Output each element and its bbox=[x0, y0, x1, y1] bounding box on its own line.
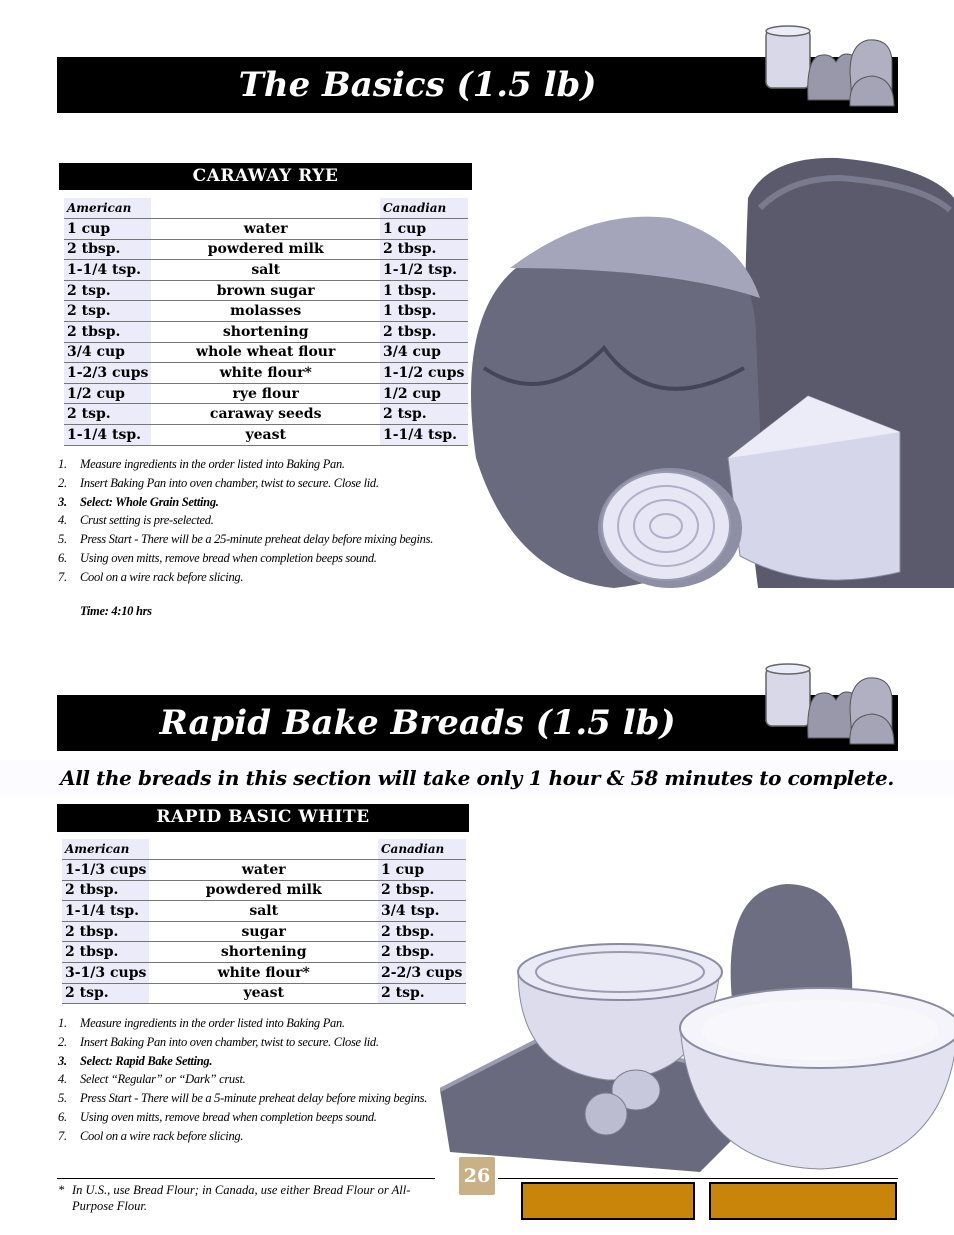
footnote-mark: * bbox=[58, 1183, 65, 1197]
column-header-american: American bbox=[64, 198, 151, 219]
recipe-title: RAPID BASIC WHITE bbox=[57, 804, 469, 832]
footnote-text: In U.S., use Bread Flour; in Canada, use either Bread Flour or All-Purpose Flour. bbox=[72, 1183, 411, 1213]
list-item: 5. Press Start - There will be a 25-minute preheat delay before mixing begins. bbox=[58, 532, 434, 547]
table-row: 3/4 cup whole wheat flour 3/4 cup bbox=[64, 342, 468, 363]
table-row: 2 tbsp. shortening 2 tbsp. bbox=[64, 322, 468, 343]
footer-rule bbox=[57, 1178, 435, 1179]
section-note: All the breads in this section will take only 1 hour & 58 minutes to complete. bbox=[0, 760, 954, 796]
instruction-list bbox=[58, 1014, 458, 1146]
table-row: 2 tbsp. sugar 2 tbsp. bbox=[62, 921, 466, 942]
list-item: 7. Cool on a wire rack before slicing. bbox=[58, 569, 244, 584]
column-header-american: American bbox=[62, 839, 149, 860]
list-item: 5. Press Start - There will be a 5-minute preheat delay before mixing begins. bbox=[58, 1091, 428, 1106]
table-row: 2 tsp. yeast 2 tsp. bbox=[62, 983, 466, 1004]
table-row: 2 tbsp. powdered milk 2 tbsp. bbox=[62, 880, 466, 901]
table-row: 1-1/4 tsp. yeast 1-1/4 tsp. bbox=[64, 425, 468, 446]
list-item: 6. Using oven mitts, remove bread when completion beeps sound. bbox=[58, 1109, 377, 1124]
section-title: Rapid Bake Breads (1.5 lb) bbox=[159, 703, 676, 743]
ingredient-table bbox=[62, 839, 466, 1004]
list-item: 1. Measure ingredients in the order listed into Baking Pan. bbox=[58, 1016, 345, 1030]
list-item: 2. Insert Baking Pan into oven chamber, twist to secure. Close lid. bbox=[58, 1034, 379, 1049]
rapid-white-photo bbox=[440, 880, 954, 1175]
column-header-canadian: Canadian bbox=[380, 198, 468, 219]
table-row: 1-1/3 cups water 1 cup bbox=[62, 860, 466, 881]
footer-rule bbox=[498, 1178, 898, 1179]
table-row: 1 cup water 1 cup bbox=[64, 219, 468, 240]
table-row: 2 tbsp. shortening 2 tbsp. bbox=[62, 942, 466, 963]
bread-pan-icon bbox=[758, 22, 898, 112]
list-item: 7. Cool on a wire rack before slicing. bbox=[58, 1128, 244, 1143]
table-row: 3-1/3 cups white flour* 2-2/3 cups bbox=[62, 963, 466, 984]
list-item: 2. Insert Baking Pan into oven chamber, twist to secure. Close lid. bbox=[58, 475, 379, 490]
recipe-title: CARAWAY RYE bbox=[59, 163, 472, 190]
list-item: 1. Measure ingredients in the order listed into Baking Pan. bbox=[58, 457, 345, 471]
table-row: 2 tsp. molasses 1 tbsp. bbox=[64, 301, 468, 322]
list-item: 4. Crust setting is pre-selected. bbox=[58, 513, 214, 528]
nav-tab[interactable] bbox=[709, 1182, 897, 1220]
instruction-list bbox=[58, 455, 458, 587]
bake-time: Time: 4:10 hrs bbox=[80, 604, 152, 618]
table-row: 2 tsp. caraway seeds 2 tsp. bbox=[64, 404, 468, 425]
column-header-canadian: Canadian bbox=[378, 839, 466, 860]
caraway-rye-photo bbox=[470, 138, 954, 598]
bread-pan-icon bbox=[758, 660, 898, 750]
table-row: 1-1/4 tsp. salt 1-1/2 tsp. bbox=[64, 260, 468, 281]
table-row: 2 tsp. brown sugar 1 tbsp. bbox=[64, 280, 468, 301]
footnote bbox=[58, 1182, 428, 1214]
section-title: The Basics (1.5 lb) bbox=[238, 65, 597, 105]
list-item: 3. Select: Rapid Bake Setting. bbox=[58, 1053, 213, 1068]
table-row: 1-1/4 tsp. salt 3/4 tsp. bbox=[62, 901, 466, 922]
nav-tab[interactable] bbox=[521, 1182, 695, 1220]
page-number: 26 bbox=[459, 1157, 495, 1195]
ingredient-table bbox=[64, 198, 468, 446]
list-item: 6. Using oven mitts, remove bread when completion beeps sound. bbox=[58, 550, 377, 565]
table-row: 1-2/3 cups white flour* 1-1/2 cups bbox=[64, 363, 468, 384]
table-row: 1/2 cup rye flour 1/2 cup bbox=[64, 383, 468, 404]
list-item: 4. Select “Regular” or “Dark” crust. bbox=[58, 1072, 246, 1087]
table-row: 2 tbsp. powdered milk 2 tbsp. bbox=[64, 239, 468, 260]
list-item: 3. Select: Whole Grain Setting. bbox=[58, 494, 219, 509]
